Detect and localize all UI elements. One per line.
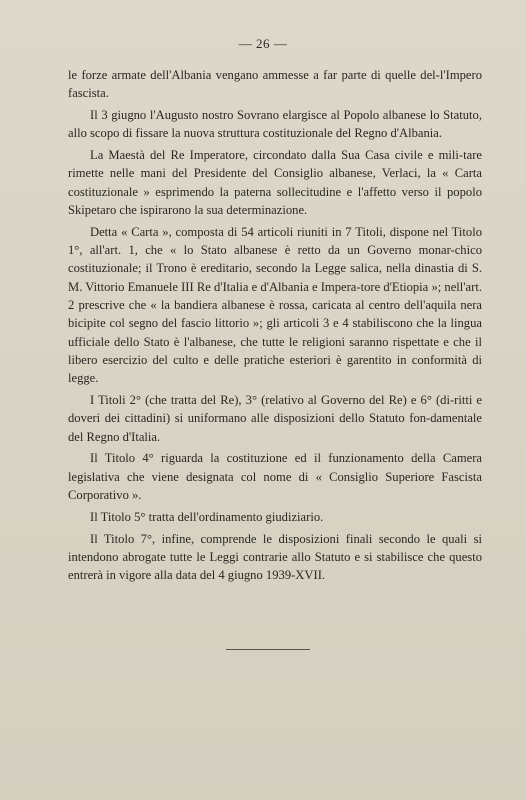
body-text — [68, 66, 482, 588]
paragraph: Il 3 giugno l'Augusto nostro Sovrano elargisce al Popolo albanese lo Statuto, allo scopo di fissare la nuova struttura costituzionale del Regno d'Albania. — [68, 108, 482, 141]
paragraph: Il Titolo 4° riguarda la costituzione ed il funzionamento della Camera legislativa che viene designata col nome di « Consiglio Superiore Fascista Corporativo ». — [68, 451, 482, 503]
paragraph: Il Titolo 5° tratta dell'ordinamento giudiziario. — [90, 509, 324, 524]
paragraph: le forze armate dell'Albania vengano ammesse a far parte di quelle del-l'Impero fascista. — [68, 68, 482, 101]
divider-rule — [226, 649, 310, 650]
page-number: — 26 — — [238, 36, 288, 51]
paragraph: I Titoli 2° (che tratta del Re), 3° (relativo al Governo del Re) e 6° (di-ritti e doveri dei cittadini) si uniformano alle disposizioni dello Statuto fon-damentale del Regno d'Italia. — [68, 393, 482, 444]
paragraph: Detta « Carta », composta di 54 articoli riuniti in 7 Titoli, dispone nel Titolo 1°, all'art. 1, che « lo Stato albanese è retto da un Governo monar-chico costituzionale; il Trono è ereditario, secondo la Legge salica, nella dinastia di S. M. Vittorio Emanuele III Re d'Italia e d'Albania e Impera-tore d'Etiopia »; nell'art. 2 prescrive che « la bandiera albanese è rossa, caricata al centro dell'aquila nera bicipite col segno del fascio littorio »; gli articoli 3 e 4 stabiliscono che la lingua ufficiale dello Stato è l'albanese, che tutte le religioni saranno rispettate e che il libero esercizio del culto e delle pratiche esteriori è garentito in conformità di legge. — [68, 224, 482, 386]
paragraph: La Maestà del Re Imperatore, circondato dalla Sua Casa civile e mili-tare rimette nelle mani del Presidente del Consiglio albanese, Verlaci, la « Carta costituzionale » esprimendo la paterna sollecitudine e l'affetto verso il popolo Skipetaro che ispirarono la sua determinazione. — [68, 148, 482, 218]
paragraph: Il Titolo 7°, infine, comprende le disposizioni finali secondo le quali si intendono abrogate tutte le Leggi contrarie allo Statuto e si stabilisce che questo entrerà in vigore alla data del 4 giugno 1939-XVII. — [68, 531, 482, 583]
